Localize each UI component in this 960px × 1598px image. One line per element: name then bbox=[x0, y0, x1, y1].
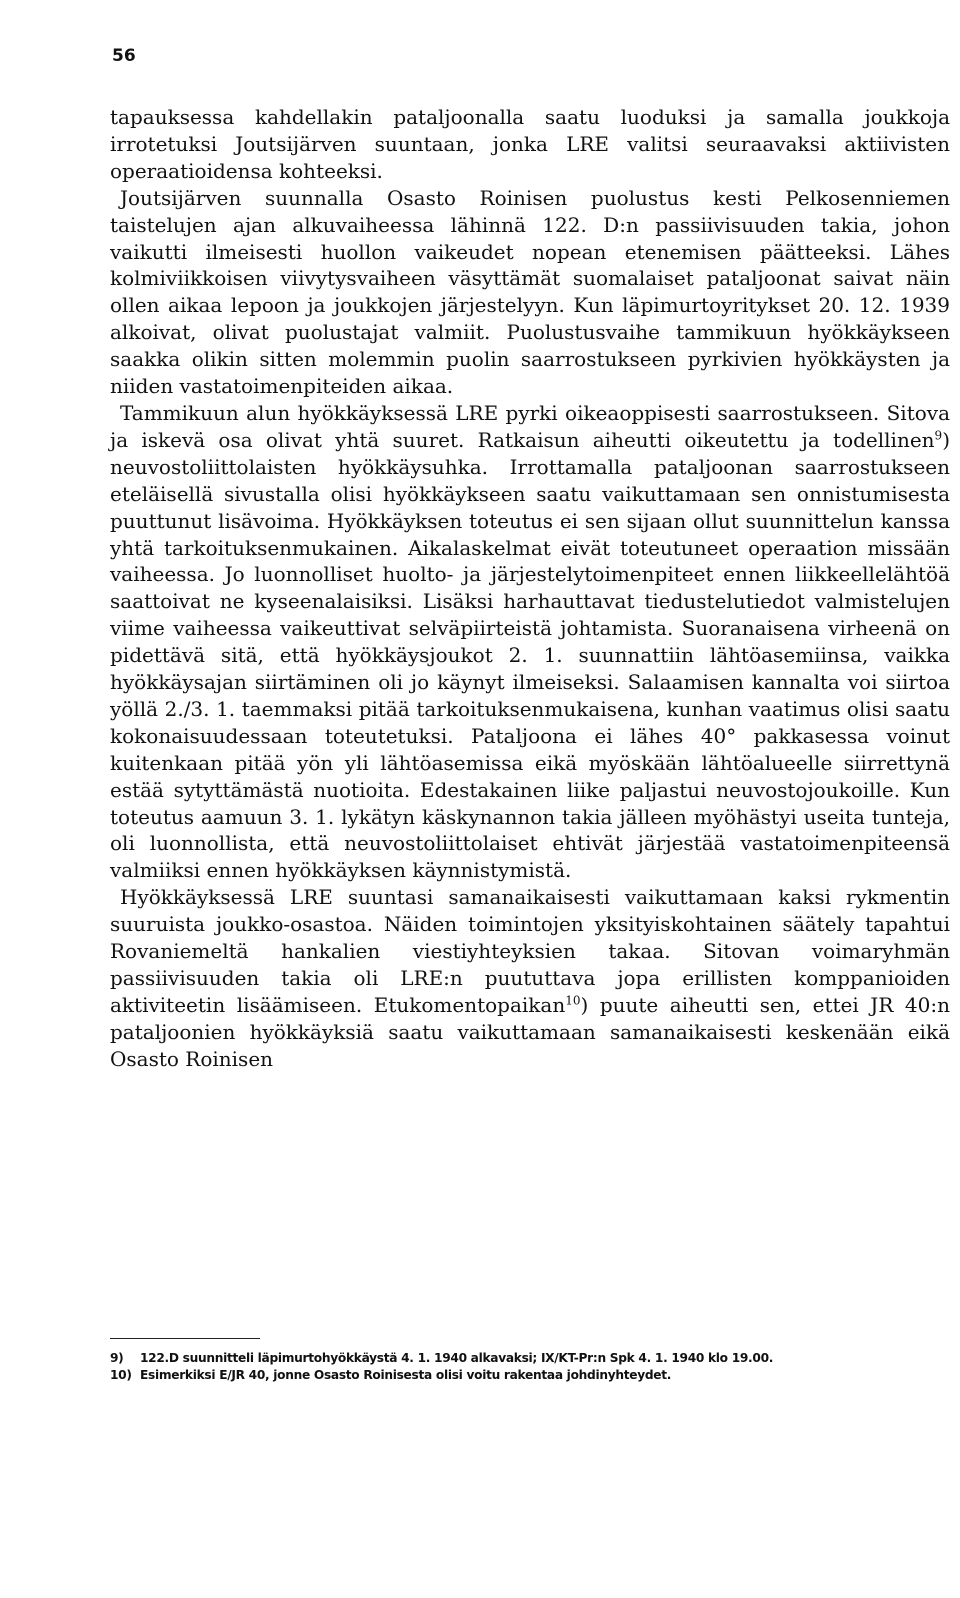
paragraph-3 bbox=[110, 400, 950, 884]
paragraph-4-text-before: Hyökkäyksessä LRE suuntasi samanaikaisesti vaikuttamaan kaksi rykmentin suuruista joukko-osastoa. Näiden toimintojen yksityiskohtainen säätely tapahtui Rovaniemeltä hankalien viestiyhteyksien takaa. Sitovan voimaryhmän passiivisuuden takia oli LRE:n puututtava jopa erillisten komppanioiden aktiviteetin lisäämiseen. Etukomentopaikan bbox=[110, 885, 950, 1017]
footnote-ref-10[interactable]: 10 bbox=[565, 993, 581, 1008]
footnote-text: 122.D suunnitteli läpimurtohyökkäystä 4. 1. 1940 alkavaksi; IX/KT-Pr:n Spk 4. 1. 1940 klo 19.00. bbox=[140, 1351, 774, 1365]
paragraph-4-text-after: ) puute aiheutti sen, ettei JR 40:n pataljoonien hyökkäyksiä saatu vaikuttamaan samanaikaisesti keskenään eikä Osasto Roinisen bbox=[110, 992, 950, 1071]
footnote-ref-9[interactable]: 9 bbox=[934, 428, 943, 443]
paragraph-4 bbox=[110, 884, 950, 1072]
footnote-9 bbox=[110, 1350, 960, 1367]
footnote-mark: 10) bbox=[110, 1368, 132, 1382]
paragraph-2: Joutsijärven suunnalla Osasto Roinisen puolustus kesti Pelkosenniemen taistelujen ajan alkuvaiheessa lähinnä 122. D:n passiivisuuden takia, johon vaikutti ilmeisesti huollon vaikeudet nopean etenemisen päätteeksi. Lähes kolmiviikkoisen viivytysvaiheen väsyttämät suomalaiset pataljoonat saivat näin ollen aikaa lepoon ja joukkojen järjestelyyn. Kun läpimurtoyritykset 20. 12. 1939 alkoivat, olivat puolustajat valmiit. Puolustusvaihe tammikuun hyökkäykseen saakka olikin sitten molemmin puolin saarrostukseen pyrkivien hyökkäysten ja niiden vastatoimenpiteiden aikaa. bbox=[110, 185, 950, 399]
footnotes bbox=[110, 1350, 960, 1384]
page-number: 56 bbox=[112, 46, 136, 66]
body-text bbox=[110, 104, 950, 1073]
footnote-divider bbox=[110, 1338, 260, 1339]
footnote-10 bbox=[110, 1367, 960, 1384]
paragraph-3-text-after: ) neuvostoliittolaisten hyökkäysuhka. Irrottamalla pataljoonan saarrostukseen eteläisellä sivustalla olisi hyökkäykseen saatu vaikuttamaan sen onnistumisesta puuttunut lisävoima. Hyökkäyksen toteutus ei sen sijaan ollut suunnittelun kanssa yhtä tarkoituksenmukainen. Aikalaskelmat eivät toteutuneet operaation missään vaiheessa. Jo luonnolliset huolto- ja järjestelytoimenpiteet ennen liikkeellelähtöä saattoivat ne kyseenalaisiksi. Lisäksi harhauttavat tiedustelutiedot valmistelujen viime vaiheessa vaikeuttivat selväpiirteistä johtamista. Suoranaisena virheenä on pidettävä sitä, että hyökkäysjoukot 2. 1. suunnattiin lähtöasemiinsa, vaikka hyökkäysajan siirtäminen oli jo käynyt ilmeiseksi. Salaamisen kannalta voi siirtoa yöllä 2./3. 1. taemmaksi pitää tarkoituksenmukaisena, kunhan vaatimus olisi saatu kokonaisuudessaan toteutetuksi. Pataljoona ei lähes 40° pakkasessa voinut kuitenkaan pitää yön yli lähtöasemissa eikä myöskään lähtöalueelle siirrettynä estää sytyttämästä nuotioita. Edestakainen liike paljastui neuvostojoukoille. Kun toteutus aamuun 3. 1. lykätyn käskynannon takia jälleen myöhästyi useita tunteja, oli luonnollista, että neuvostoliittolaiset ehtivät järjestää vastatoimenpiteensä valmiiksi ennen hyökkäyksen käynnistymistä. bbox=[110, 427, 950, 883]
footnote-text: Esimerkiksi E/JR 40, jonne Osasto Roinisesta olisi voitu rakentaa johdinyhteydet. bbox=[140, 1368, 672, 1382]
footnote-mark: 9) bbox=[110, 1351, 124, 1365]
paragraph-1: tapauksessa kahdellakin pataljoonalla saatu luoduksi ja samalla joukkoja irrotetuksi Joutsijärven suuntaan, jonka LRE valitsi seuraavaksi aktiivisten operaatioidensa kohteeksi. bbox=[110, 105, 950, 183]
paragraph-3-text-before: Tammikuun alun hyökkäyksessä LRE pyrki oikeaoppisesti saarrostukseen. Sitova ja iskevä osa olivat yhtä suuret. Ratkaisun aiheutti oikeutettu ja todellinen bbox=[110, 400, 950, 452]
